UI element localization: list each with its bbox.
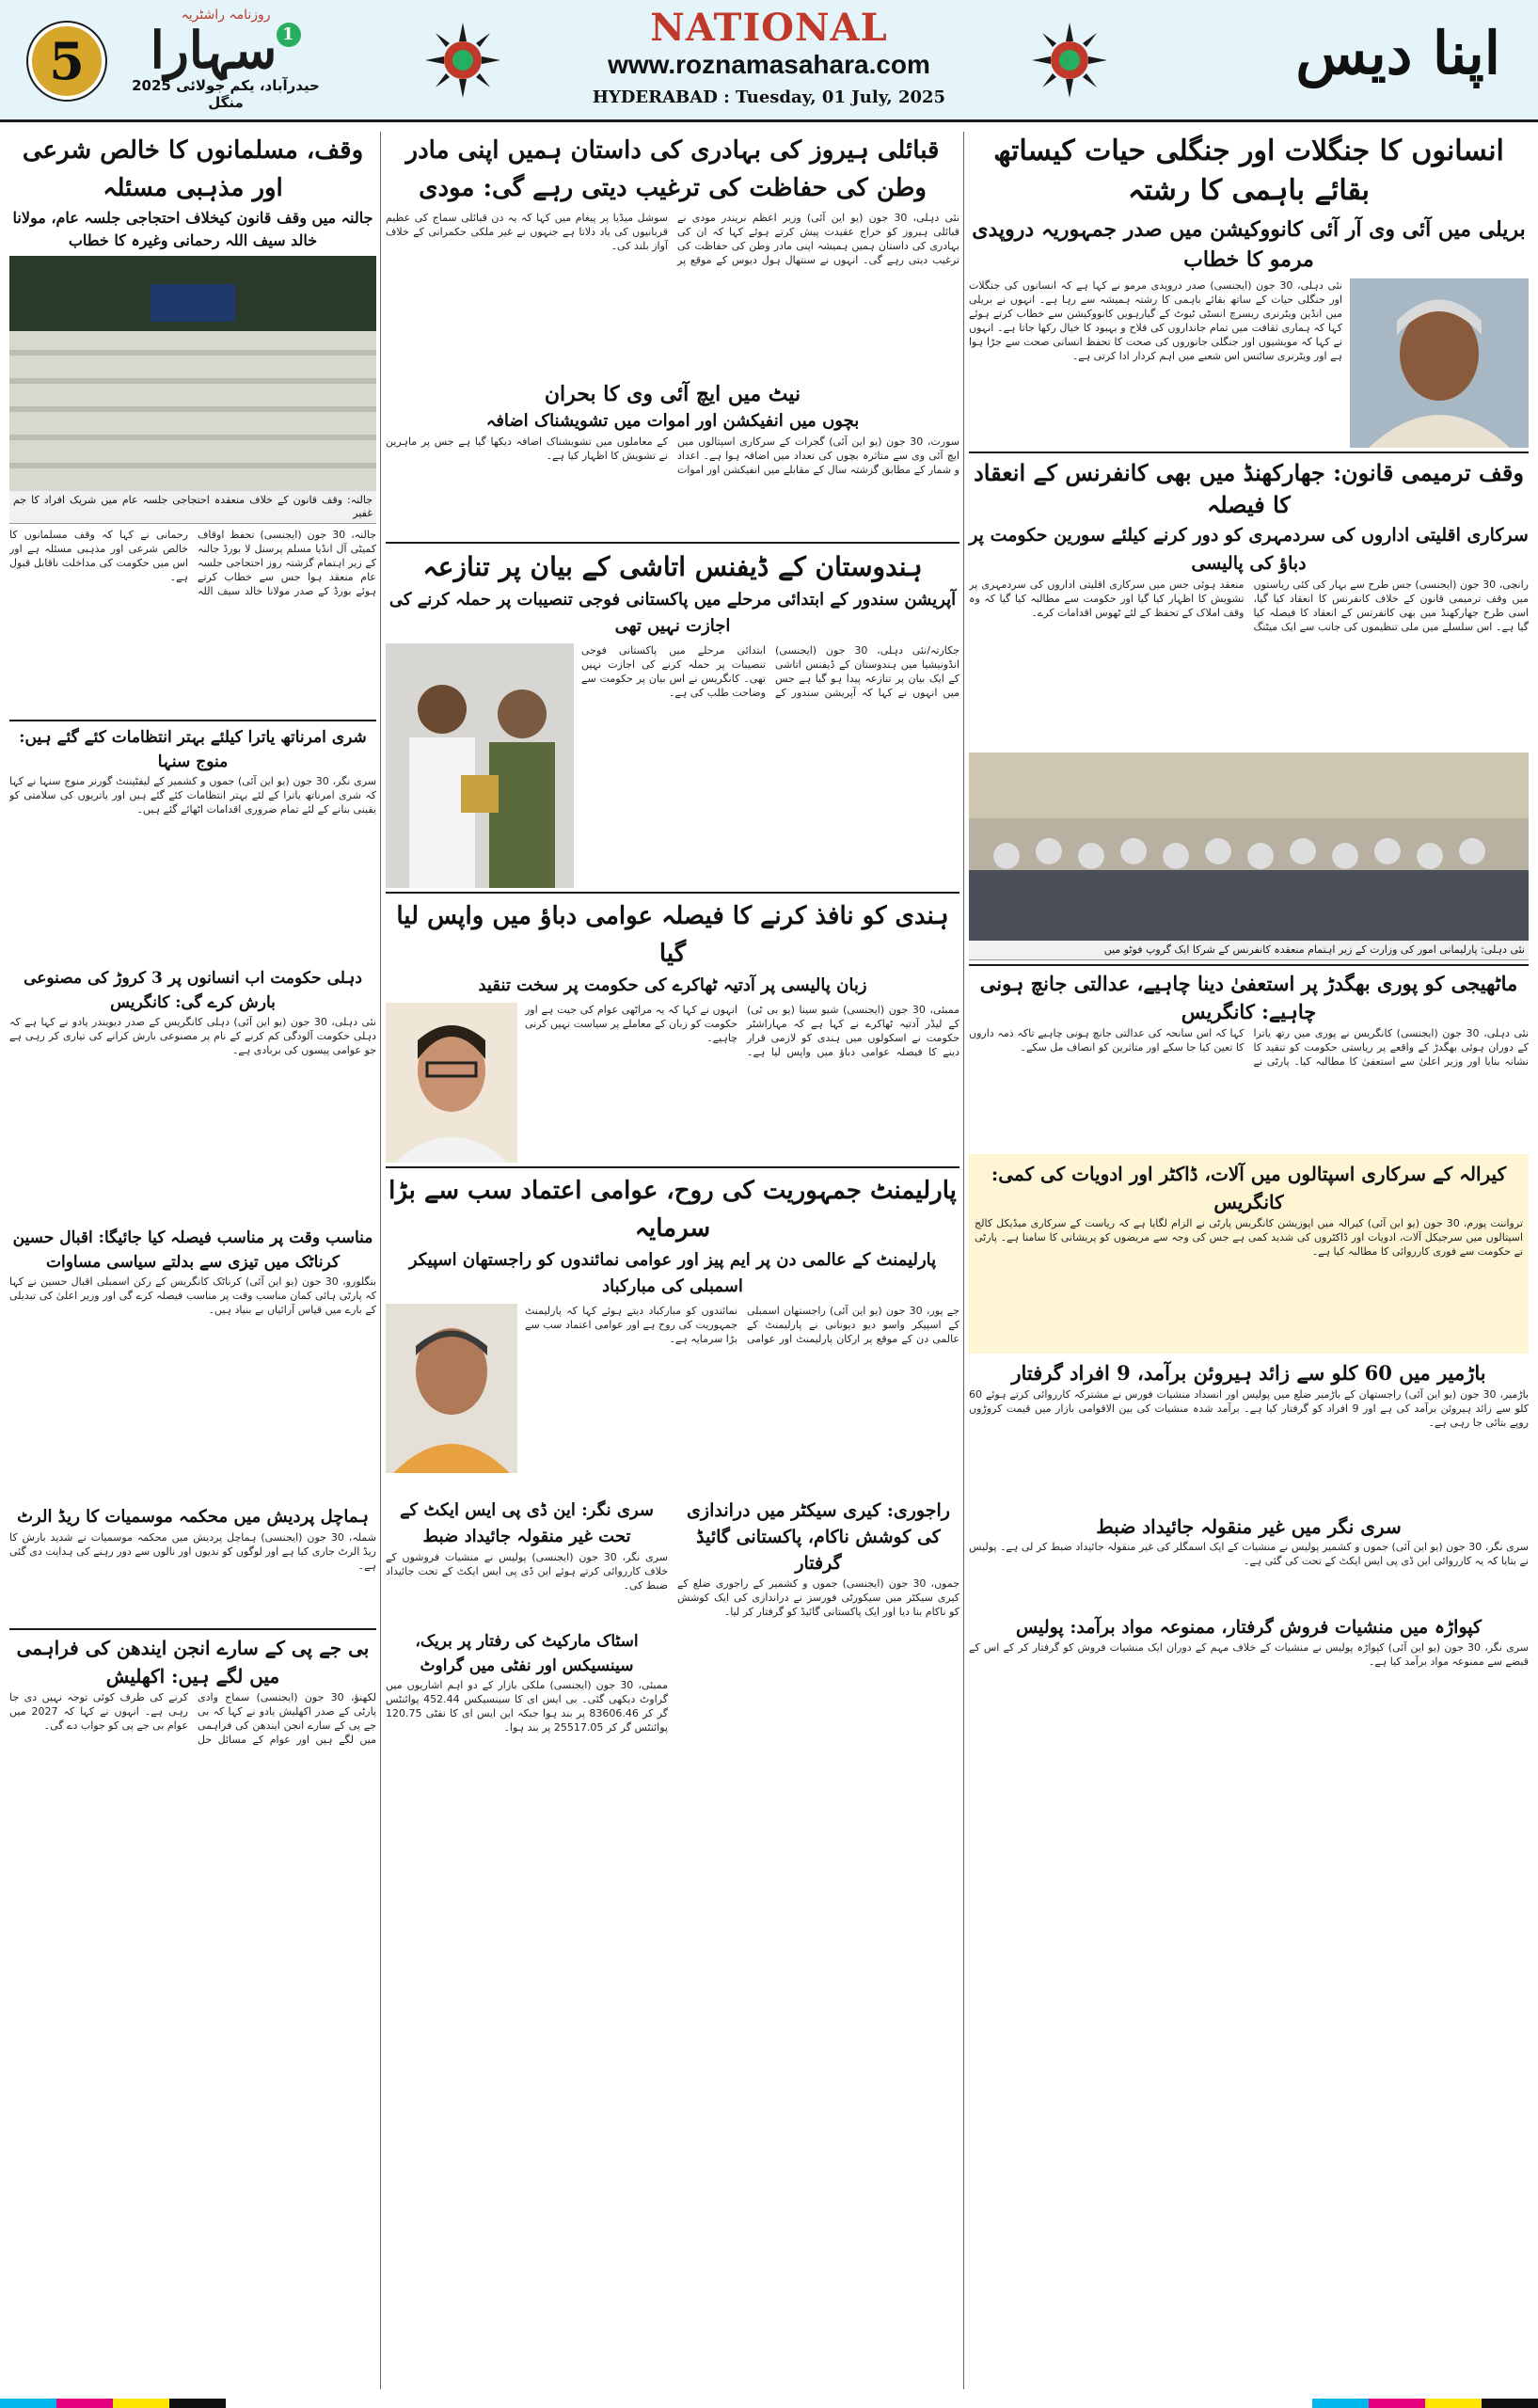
website-url[interactable]: www.roznamasahara.com bbox=[608, 50, 930, 79]
edition-header bbox=[555, 6, 983, 107]
jalna-rally-photo bbox=[9, 256, 376, 491]
subhead-jalna-rally: جالنہ میں وقف قانون کیخلاف احتجاجی جلسہ عام، مولانا خالد سیف اللہ رحمانی وغیرہ کا خطاب bbox=[12, 209, 373, 249]
headline-delhi-artificial-rain: دہلی حکومت اب انسانوں پر 3 کروڑ کی مصنوعی بارش کرے گی: کانگریس bbox=[24, 969, 362, 1012]
registration-cyan bbox=[0, 2399, 56, 2408]
article-text-akhilesh: لکھنؤ، 30 جون (ایجنسی) سماج وادی پارٹی کے صدر اکھلیش یادو نے کہا کہ بی جے پی کے سارے انجن ایندھن کی فراہمی میں لگے ہیں اور عوام کے مسائل حل کرنے کی طرف کوئی توجہ نہیں دی جا رہی ہے۔ انہوں نے کہا کہ 2027 میں عوام بی جے پی کو جواب دے گی۔ bbox=[9, 1691, 376, 1746]
registration-cyan bbox=[1312, 2399, 1369, 2408]
headline-barmer-heroin: باڑمیر میں 60 کلو سے زائد ہیروئن برآمد، 9 افراد گرفتار bbox=[1011, 1361, 1486, 1385]
subhead-aaditya-thackeray: زبان پالیسی پر آدتیہ ٹھاکرے کی حکومت پر سخت تنقید bbox=[478, 975, 867, 995]
headline-waqf-sharia: وقف، مسلمانوں کا خالص شرعی اور مذہبی مسئلہ bbox=[22, 136, 364, 202]
conference-photo-caption: نئی دہلی: پارلیمانی امور کی وزارت کے زیر اہتمام منعقدہ کانفرنس کے شرکا ایک گروپ فوٹو میں bbox=[969, 941, 1529, 960]
headline-srinagar-property: سری نگر میں غیر منقولہ جائیداد ضبط bbox=[1096, 1515, 1402, 1538]
article-text-defence: جکارتہ/نئی دہلی، 30 جون (ایجنسی) انڈونیشیا میں ہندوستان کے ڈیفنس اتاشی کے ایک بیان پر تنازعہ پیدا ہو گیا ہے جس میں انہوں نے کہا کہ آپریشن سندور کے ابتدائی مرحلے میں پاکستانی فوجی تنصیبات پر حملہ کرنے کی اجازت نہیں تھی۔ کانگریس نے اس بیان پر حکومت سے وضاحت طلب کی ہے۔ bbox=[581, 644, 959, 699]
article-text-kerala: ترواننت پورم، 30 جون (یو این آئی) کیرالہ میں اپوزیشن کانگریس پارٹی نے الزام لگایا ہے کہ ریاست کے سرکاری میڈیکل کالج اسپتالوں میں سرجیکل آلات، ادویات اور ڈاکٹروں کی شدید کمی ہے جس کی وجہ سے مریضوں کو پریشانی کا سامنا ہے۔ پارٹی نے حکومت سے فوری کارروائی کا مطالبہ کیا ہے۔ bbox=[975, 1217, 1523, 1258]
column-divider bbox=[380, 132, 381, 2389]
article-text-stock-market: ممبئی، 30 جون (ایجنسی) ملکی بازار کے دو اہم اشاریوں میں گراوٹ دیکھی گئی۔ بی ایس ای کا سینسیکس 452.44 پوائنٹس گر کر 83606.46 پر بند ہوا جبکہ این ایس ای کا نفٹی 120.75 پوائنٹس گر کر 25517.05 پر بند ہوا۔ bbox=[386, 1679, 668, 1734]
subhead-parliament-day: پارلیمنٹ کے عالمی دن پر ایم پیز اور عوامی نمائندوں کو راجستھان اسپیکر اسمبلی کی مبارکباد bbox=[408, 1250, 937, 1296]
article-text-hiv: سورت، 30 جون (یو این آئی) گجرات کے سرکاری اسپتالوں میں ایچ آئی وی سے متاثرہ بچوں کی تعداد میں اضافہ ہوا ہے۔ اعداد و شمار کے مطابق گزشتہ سال کے مقابلے میں انفیکشن اور اموات کے معاملوں میں تشویشناک اضافہ دیکھا گیا ہے جس پر ماہرین نے تشویش کا اظہار کیا ہے۔ bbox=[386, 436, 959, 476]
logo-tagline: روزنامہ راشٹریہ bbox=[181, 8, 271, 23]
logo-anniversary-badge: 1 bbox=[277, 23, 301, 47]
article-text-himachal: شملہ، 30 جون (ایجنسی) ہماچل پردیش میں محکمہ موسمیات نے شدید بارش کا ریڈ الرٹ جاری کیا ہے اور لوگوں کو ندیوں اور نالوں سے دور رہنے کی ہدایت دی گئی ہے۔ bbox=[9, 1531, 376, 1572]
subhead-operation-sindoor: آپریشن سندور کے ابتدائی مرحلے میں پاکستانی فوجی تنصیبات پر حملہ کرنے کی اجازت نہیں تھی bbox=[388, 590, 957, 636]
headline-waqf-jharkhand: وقف ترمیمی قانون: جھارکھنڈ میں بھی کانفرنس کے انعقاد کا فیصلہ bbox=[974, 459, 1524, 518]
article-text-waqf-jharkhand: رانچی، 30 جون (ایجنسی) جس طرح سے بہار کی کئی ریاستوں میں وقف ترمیمی قانون کے خلاف کانفرنس کا انعقاد کیا گیا، اسی طرح جھارکھنڈ میں بھی کانفرنس کے انعقاد کا فیصلہ کیا گیا ہے۔ اس سلسلے میں ملی تنظیموں کی جانب سے ایک میٹنگ منعقد ہوئی جس میں سرکاری اقلیتی اداروں کی سردمہری پر تشویش کا اظہار کیا گیا اور حکومت سے مطالبہ کیا گیا کہ وہ وقف املاک کے تحفظ کے لئے ٹھوس اقدامات کرے۔ bbox=[969, 578, 1529, 633]
speaker-devnani-photo bbox=[386, 1304, 517, 1473]
article-text-tribal: نئی دہلی، 30 جون (یو این آئی) وزیر اعظم نریندر مودی نے قبائلی ہیروز کو خراج عقیدت پیش کرتے ہوئے کہا کہ ان کی بہادری کی داستان ہمیں ہمیشہ اپنی مادر وطن کی حفاظت کی ترغیب دیتی رہے گی۔ انہوں نے سنتھال ہول دیوس کے موقع پر سوشل میڈیا پر پیغام میں کہا کہ یہ دن قبائلی سماج کی عظیم قربانیوں کی یاد دلاتا ہے جنہوں نے غیر ملکی حکمرانی کے خلاف آواز بلند کی۔ bbox=[386, 212, 959, 266]
headline-kupwara-drugs: کپواڑہ میں منشیات فروش گرفتار، ممنوعہ مواد برآمد: پولیس bbox=[1015, 1617, 1483, 1638]
edition-title: NATIONAL bbox=[650, 6, 888, 50]
article-text-srinagar: سری نگر، 30 جون (یو این آئی) جموں و کشمیر پولیس نے منشیات کے ایک اسمگلر کی غیر منقولہ جائیداد ضبط کر لی ہے۔ پولیس نے بتایا کہ یہ کارروائی این ڈی پی ایس ایکٹ کے تحت کی گئی ہے۔ bbox=[969, 1541, 1529, 1567]
headline-tribal-heroes: قبائلی ہیروز کی بہادری کی داستان ہمیں اپنی مادر وطن کی حفاظت کی ترغیب دیتی رہے گی: مودی bbox=[405, 136, 940, 202]
article-text-delhi-rain: نئی دہلی، 30 جون (یو این آئی) دہلی کانگریس کے صدر دیویندر یادو نے کہا ہے کہ دہلی حکومت آلودگی کم کرنے کے نام پر مصنوعی بارش کرانے کی تیاری کر رہی ہے جو عوامی پیسوں کی بربادی ہے۔ bbox=[9, 1016, 376, 1056]
registration-black bbox=[1482, 2399, 1538, 2408]
headline-defence-attache: ہندوستان کے ڈیفنس اتاشی کے بیان پر تنازعہ bbox=[422, 551, 923, 582]
registration-yellow bbox=[1425, 2399, 1482, 2408]
headline-amarnath-yatra: شری امرناتھ یاترا کیلئے بہتر انتظامات کئے گئے ہیں: منوج سنہا bbox=[19, 728, 367, 771]
article-text-karnataka: بنگلورو، 30 جون (یو این آئی) کرناٹک کانگریس کے رکن اسمبلی اقبال حسین نے کہا کہ پارٹی ہائی کمان مناسب وقت پر مناسب فیصلہ کرے گی اور وزیر اعلیٰ کی تبدیلی کے بارے میں قیاس آرائیاں بے بنیاد ہیں۔ bbox=[9, 1275, 376, 1316]
registration-yellow bbox=[113, 2399, 169, 2408]
sun-emblem-icon bbox=[1030, 21, 1109, 100]
subhead-ivri-convocation: بریلی میں آئی وی آر آئی کانووکیشن میں صدر جمہوریہ دروپدی مرمو کا خطاب bbox=[972, 217, 1526, 272]
headline-iqbal-hussain: مناسب وقت پر مناسب فیصلہ کیا جائیگا: اقبال حسین bbox=[12, 1228, 373, 1247]
article-text-hindi: ممبئی، 30 جون (ایجنسی) شیو سینا (یو بی ٹی) کے لیڈر آدتیہ ٹھاکرے نے کہا ہے کہ مہاراشٹر حکومت نے اسکولوں میں ہندی کو لازمی قرار دینے کا فیصلہ عوامی دباؤ میں واپس لیا ہے۔ انہوں نے کہا کہ یہ مراٹھی عوام کی جیت ہے اور حکومت کو زبان کے معاملے پر سیاست نہیں کرنی چاہیے۔ bbox=[525, 1004, 959, 1058]
headline-hiv-crisis: نیٹ میں ایچ آئی وی کا بحران bbox=[544, 382, 801, 406]
aaditya-thackeray-photo bbox=[386, 1003, 517, 1163]
newspaper-logo bbox=[118, 8, 334, 116]
registration-black bbox=[169, 2399, 226, 2408]
registration-magenta bbox=[1369, 2399, 1425, 2408]
headline-rajouri-infiltration: راجوری: کیری سیکٹر میں دراندازی کی کوشش ناکام، پاکستانی گائیڈ گرفتار bbox=[687, 1500, 950, 1574]
headline-srinagar-ndps: سری نگر: این ڈی پی ایس ایکٹ کے تحت غیر منقولہ جائیداد ضبط bbox=[399, 1500, 655, 1546]
president-portrait-photo bbox=[1350, 278, 1529, 448]
logo-date: حیدرآباد، یکم جولائی 2025 منگل bbox=[132, 77, 320, 111]
headline-hindi-withdrawn: ہندی کو نافذ کرنے کا فیصلہ عوامی دباؤ میں واپس لیا گیا bbox=[396, 902, 949, 968]
defence-officials-photo bbox=[386, 643, 574, 888]
headline-akhilesh-bjp: بی جے پی کے سارے انجن ایندھن کی فراہمی میں لگے ہیں: اکھلیش bbox=[16, 1637, 370, 1687]
article-text-puri: نئی دہلی، 30 جون (ایجنسی) کانگریس نے پوری میں رتھ یاترا کے دوران ہوئی بھگدڑ کے واقعے پر ریاستی حکومت کو تنقید کا نشانہ بنایا اور وزیر اعلیٰ سے استعفیٰ کا مطالبہ کیا۔ پارٹی نے کہا کہ اس سانحہ کی عدالتی جانچ ہونی چاہیے تاکہ ذمہ داروں کا تعین کیا جا سکے اور متاثرین کو انصاف مل سکے۔ bbox=[969, 1027, 1529, 1068]
article-text-waqf-sharia: جالنہ، 30 جون (ایجنسی) تحفظ اوقاف کمیٹی آل انڈیا مسلم پرسنل لا بورڈ جالنہ کے زیر اہتمام گزشتہ روز احتجاجی جلسہ عام منعقد ہوا جس سے خطاب کرتے ہوئے بورڈ کے صدر مولانا خالد سیف اللہ رحمانی نے کہا کہ وقف مسلمانوں کا خالص شرعی اور مذہبی مسئلہ ہے اور اس میں حکومت کی مداخلت ناقابل قبول ہے۔ bbox=[9, 529, 376, 597]
page-number: 5 bbox=[28, 23, 105, 100]
article-text-parliament: جے پور، 30 جون (یو این آئی) راجستھان اسمبلی کے اسپیکر واسو دیو دیونانی نے پارلیمنٹ کے عالمی دن کے موقع پر ارکان پارلیمنٹ اور عوامی نمائندوں کو مبارکباد دیتے ہوئے کہا کہ پارلیمنٹ جمہوریت کی روح ہے اور عوامی اعتماد سب سے بڑا سرمایہ ہے۔ bbox=[525, 1305, 959, 1345]
sun-emblem-icon bbox=[423, 21, 502, 100]
article-text-kupwara: سری نگر، 30 جون (یو این آئی) کپواڑہ پولیس نے منشیات کے خلاف مہم کے دوران ایک منشیات فروش کو گرفتار کر کے اس کے قبضے سے ممنوعہ مواد برآمد کیا ہے۔ bbox=[969, 1641, 1529, 1668]
headline-parliament-democracy: پارلیمنٹ جمہوریت کی روح، عوامی اعتماد سب سے بڑا سرمایہ bbox=[388, 1177, 957, 1243]
column-divider bbox=[963, 132, 964, 2389]
column-middle bbox=[386, 132, 959, 1791]
article-text-rajouri: جموں، 30 جون (ایجنسی) جموں و کشمیر کے راجوری ضلع کے کیری سیکٹر میں سیکورٹی فورسز نے دراندازی کی ایک کوشش کو ناکام بنا دیا اور ایک پاکستانی گائیڈ کو گرفتار کر لیا۔ bbox=[677, 1577, 959, 1618]
headline-kerala-hospitals: کیرالہ کے سرکاری اسپتالوں میں آلات، ڈاکٹر اور ادویات کی کمی: کانگریس bbox=[991, 1163, 1507, 1213]
headline-forest-coexistence: انسانوں کا جنگلات اور جنگلی حیات کیساتھ بقائے باہمی کا رشتہ bbox=[993, 135, 1504, 207]
subhead-waqf-jharkhand: سرکاری اقلیتی اداروں کی سردمہری کو دور کرنے کیلئے سورین حکومت پر دباؤ کی پالیسی bbox=[969, 525, 1529, 574]
section-name: اپنا دیس bbox=[1295, 19, 1500, 87]
jalna-photo-caption: جالنہ: وقف قانون کے خلاف منعقدہ احتجاجی جلسہ عام میں شریک افراد کا جم غفیر bbox=[9, 491, 376, 524]
headline-puri-stampede: ماٹھیجی کو پوری بھگدڑ پر استعفیٰ دینا چاہیے، عدالتی جانچ ہونی چاہیے: کانگریس bbox=[979, 972, 1518, 1023]
headline-himachal-red-alert: ہماچل پردیش میں محکمہ موسمیات کا ریڈ الرٹ bbox=[17, 1507, 369, 1527]
kerala-hospitals-box bbox=[969, 1154, 1529, 1354]
article-text-forest: نئی دہلی، 30 جون (ایجنسی) صدر دروپدی مرمو نے کہا ہے کہ انسانوں کی جنگلات اور جنگلی حیات کے ساتھ بقائے باہمی کا رشتہ ہمیشہ سے رہا ہے۔ انہوں نے بریلی میں انڈین ویٹرنری ریسرچ انسٹی ٹیوٹ کے گیارہویں کانووکیشن سے خطاب کرتے ہوئے کہا کہ ہماری ثقافت میں تمام جانداروں کی فلاح و بہبود کا خیال رکھا جاتا ہے۔ انہوں نے کہا کہ مویشیوں اور جنگلی جانوروں کی صحت کا تحفظ انسانی صحت سے جڑا ہوا ہے اور ویٹرنری سائنس اس شعبے میں اہم کردار ادا کرتی ہے۔ bbox=[969, 279, 1342, 362]
subhead-hiv-crisis: بچوں میں انفیکشن اور اموات میں تشویشناک اضافہ bbox=[485, 411, 860, 431]
registration-magenta bbox=[56, 2399, 113, 2408]
article-text-srinagar-ndps: سری نگر، 30 جون (ایجنسی) پولیس نے منشیات فروشوں کے خلاف کارروائی کرتے ہوئے این ڈی پی ایس ایکٹ کے تحت جائیداد ضبط کی۔ bbox=[386, 1551, 668, 1592]
article-text-amarnath: سری نگر، 30 جون (یو این آئی) جموں و کشمیر کے لیفٹیننٹ گورنر منوج سنہا نے کہا کہ شری امرناتھ یاترا کے لئے بہتر انتظامات کئے گئے ہیں اور یاتریوں کی سلامتی کو یقینی بنانے کے لئے تمام ضروری اقدامات اٹھائے گئے ہیں۔ bbox=[9, 775, 376, 816]
logo-name: سہارا bbox=[150, 20, 277, 80]
dateline: HYDERABAD : Tuesday, 01 July, 2025 bbox=[592, 87, 946, 107]
conference-group-photo bbox=[969, 752, 1529, 941]
column-right bbox=[969, 132, 1529, 1711]
masthead bbox=[0, 0, 1538, 122]
article-text-barmer: باڑمیر، 30 جون (یو این آئی) راجستھان کے باڑمیر ضلع میں پولیس اور انسداد منشیات فورس نے مشترکہ کارروائی کرتے ہوئے 60 کلو سے زائد ہیروئن برآمد کی ہے اور 9 افراد کو گرفتار کیا ہے۔ برآمد شدہ منشیات کی بین الاقوامی بازار میں قیمت کروڑوں روپے بتائی جا رہی ہے۔ bbox=[969, 1388, 1529, 1429]
subhead-karnataka-politics: کرناٹک میں تیزی سے بدلتے سیاسی مساوات bbox=[45, 1253, 341, 1272]
column-left bbox=[9, 132, 376, 1831]
headline-stock-market: اسٹاک مارکیٹ کی رفتار پر بریک، سینسیکس اور نفٹی میں گراوٹ bbox=[415, 1632, 639, 1675]
